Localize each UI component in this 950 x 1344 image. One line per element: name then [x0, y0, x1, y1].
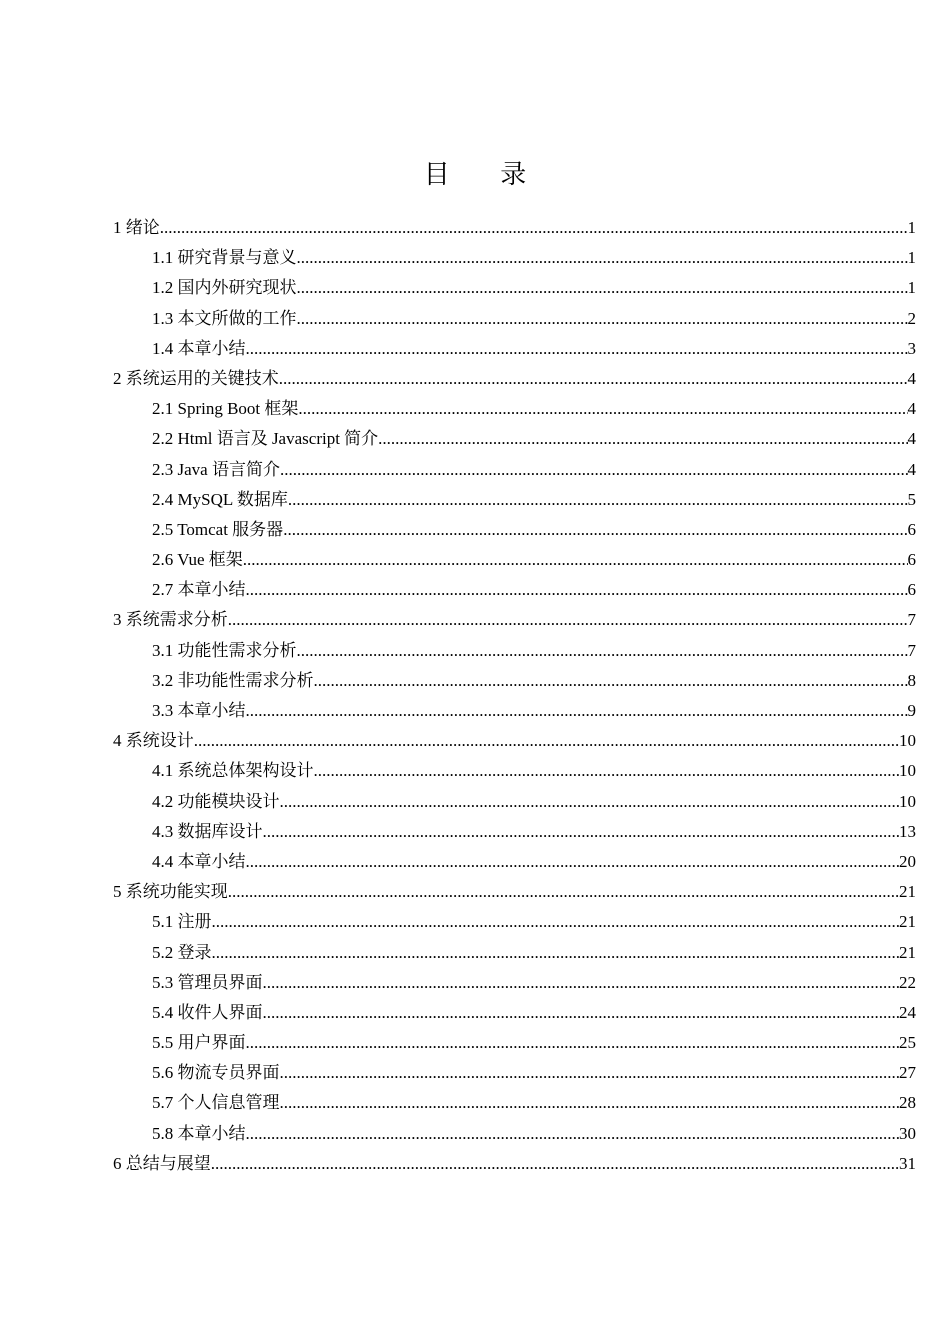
toc-section-entry[interactable]: [113, 636, 916, 666]
toc-page-number: 2: [907, 308, 916, 328]
toc-page-number: 21: [899, 942, 916, 962]
toc-entry-title: 1.4 本章小结: [152, 338, 246, 358]
toc-section-entry[interactable]: [113, 1119, 916, 1149]
toc-page-number: 1: [907, 248, 916, 268]
toc-page-number: 22: [899, 972, 916, 992]
toc-page-number: 4: [907, 399, 916, 419]
toc-dot-leader: [160, 213, 908, 243]
toc-dot-leader: [246, 334, 908, 364]
toc-entry-title: 5.8 本章小结: [152, 1123, 246, 1143]
toc-entry-title: 3.3 本章小结: [152, 701, 246, 720]
toc-section-entry[interactable]: [113, 575, 916, 605]
toc-dot-leader: [288, 485, 908, 515]
toc-dot-leader: [263, 998, 900, 1028]
toc-page-number: 10: [899, 761, 916, 781]
toc-section-entry[interactable]: [113, 243, 916, 273]
toc-dot-leader: [194, 726, 899, 756]
toc-chapter-entry[interactable]: [113, 726, 916, 756]
toc-section-entry[interactable]: [113, 1028, 916, 1058]
toc-dot-leader: [246, 1028, 900, 1058]
toc-dot-leader: [297, 304, 908, 334]
toc-page-number: 28: [899, 1093, 916, 1113]
toc-entry-title: 2.1 Spring Boot 框架: [152, 399, 299, 419]
toc-entry-title: 4.4 本章小结: [152, 851, 246, 871]
toc-entry-title: 5.7 个人信息管理: [152, 1093, 280, 1113]
toc-section-entry[interactable]: [113, 938, 916, 968]
toc-dot-leader: [297, 273, 908, 303]
toc-entry-title: 3.2 非功能性需求分析: [152, 670, 314, 690]
toc-entry-title: 1.2 国内外研究现状: [152, 278, 297, 298]
toc-section-entry[interactable]: [113, 515, 916, 545]
toc-entry-title: 2 系统运用的关键技术: [113, 368, 279, 388]
toc-page-number: 8: [907, 670, 916, 690]
toc-page-number: 10: [899, 791, 916, 811]
toc-entry-title: 4 系统设计: [113, 731, 194, 751]
toc-page-number: 1: [907, 278, 916, 298]
toc-page-number: 4: [907, 429, 916, 449]
toc-page-number: 20: [899, 851, 916, 871]
toc-page-number: 27: [899, 1063, 916, 1083]
toc-chapter-entry[interactable]: [113, 1149, 916, 1179]
toc-entry-title: 5 系统功能实现: [113, 882, 228, 902]
toc-page-number: 4: [907, 368, 916, 388]
toc-section-entry[interactable]: [113, 998, 916, 1028]
toc-section-entry[interactable]: [113, 273, 916, 303]
toc-entry-title: 5.3 管理员界面: [152, 972, 263, 992]
toc-dot-leader: [279, 364, 908, 394]
toc-page-number: 6: [907, 550, 916, 570]
toc-section-entry[interactable]: [113, 756, 916, 786]
toc-dot-leader: [297, 243, 908, 273]
toc-dot-leader: [246, 1119, 900, 1149]
toc-section-entry[interactable]: [113, 455, 916, 485]
toc-page-number: 3: [907, 338, 916, 358]
toc-section-entry[interactable]: [113, 787, 916, 817]
toc-entry-title: 6 总结与展望: [113, 1153, 211, 1173]
toc-entry-title: 2.5 Tomcat 服务器: [152, 519, 284, 539]
toc-section-entry[interactable]: [113, 304, 916, 334]
toc-entry-title: 4.3 数据库设计: [152, 821, 263, 841]
toc-chapter-entry[interactable]: [113, 877, 916, 907]
toc-dot-leader: [246, 847, 900, 877]
toc-dot-leader: [246, 696, 908, 726]
toc-entry-title: 5.4 收件人界面: [152, 1002, 263, 1022]
toc-entry-title: 4.2 功能模块设计: [152, 791, 280, 811]
toc-entry-title: 2.4 MySQL 数据库: [152, 489, 288, 509]
toc-section-entry[interactable]: [113, 394, 916, 424]
toc-page-number: 7: [907, 640, 916, 660]
toc-entry-title: 1.1 研究背景与意义: [152, 248, 297, 268]
toc-dot-leader: [243, 545, 908, 575]
toc-page-number: 9: [907, 701, 916, 720]
toc-section-entry[interactable]: [113, 545, 916, 575]
toc-entry-title: 2.7 本章小结: [152, 580, 246, 600]
toc-chapter-entry[interactable]: [113, 364, 916, 394]
toc-entry-title: 5.1 注册: [152, 912, 212, 932]
toc-section-entry[interactable]: [113, 334, 916, 364]
toc-page-number: 4: [907, 459, 916, 479]
toc-dot-leader: [280, 1088, 900, 1118]
toc-page-number: 1: [907, 218, 916, 237]
toc-dot-leader: [212, 938, 900, 968]
toc-entry-title: 1.3 本文所做的工作: [152, 308, 297, 328]
toc-page-number: 30: [899, 1123, 916, 1143]
toc-section-entry[interactable]: [113, 817, 916, 847]
toc-section-entry[interactable]: [113, 666, 916, 696]
toc-page-number: 6: [907, 580, 916, 600]
toc-section-entry[interactable]: [113, 847, 916, 877]
toc-entry-title: 2.6 Vue 框架: [152, 550, 243, 570]
toc-dot-leader: [263, 817, 900, 847]
toc-dot-leader: [297, 636, 908, 666]
toc-dot-leader: [283, 515, 907, 545]
toc-page-number: 21: [899, 882, 916, 902]
toc-dot-leader: [280, 1058, 900, 1088]
toc-entry-title: 1 绪论: [113, 218, 160, 237]
toc-entry-title: 5.6 物流专员界面: [152, 1063, 280, 1083]
toc-dot-leader: [212, 907, 900, 937]
toc-dot-leader: [280, 455, 908, 485]
page-title: 目 录: [423, 160, 549, 189]
toc-entry-title: 5.5 用户界面: [152, 1033, 246, 1053]
toc-dot-leader: [378, 424, 907, 454]
toc-dot-leader: [228, 605, 908, 635]
toc-dot-leader: [211, 1149, 899, 1179]
toc-section-entry[interactable]: [113, 485, 916, 515]
toc-dot-leader: [314, 756, 900, 786]
toc-page-number: 6: [907, 519, 916, 539]
toc-chapter-entry[interactable]: [113, 213, 916, 243]
table-of-contents: [113, 213, 916, 1179]
toc-section-entry[interactable]: [113, 696, 916, 726]
toc-dot-leader: [228, 877, 899, 907]
toc-section-entry[interactable]: [113, 968, 916, 998]
toc-dot-leader: [263, 968, 900, 998]
toc-page-number: 31: [899, 1153, 916, 1173]
toc-section-entry[interactable]: [113, 1058, 916, 1088]
toc-page-number: 7: [907, 610, 916, 630]
toc-dot-leader: [246, 575, 908, 605]
toc-entry-title: 5.2 登录: [152, 942, 212, 962]
toc-entry-title: 3 系统需求分析: [113, 610, 228, 630]
toc-page-number: 13: [899, 821, 916, 841]
toc-page-number: 24: [899, 1002, 916, 1022]
toc-page-number: 25: [899, 1033, 916, 1053]
toc-dot-leader: [298, 394, 907, 424]
toc-dot-leader: [280, 787, 900, 817]
toc-entry-title: 2.2 Html 语言及 Javascript 简介: [152, 429, 379, 449]
toc-section-entry[interactable]: [113, 907, 916, 937]
toc-entry-title: 4.1 系统总体架构设计: [152, 761, 314, 781]
toc-section-entry[interactable]: [113, 424, 916, 454]
toc-chapter-entry[interactable]: [113, 605, 916, 635]
toc-dot-leader: [314, 666, 908, 696]
toc-page-number: 10: [899, 731, 916, 751]
toc-entry-title: 3.1 功能性需求分析: [152, 640, 297, 660]
toc-page-number: 21: [899, 912, 916, 932]
toc-section-entry[interactable]: [113, 1088, 916, 1118]
toc-entry-title: 2.3 Java 语言简介: [152, 459, 280, 479]
toc-page-number: 5: [907, 489, 916, 509]
